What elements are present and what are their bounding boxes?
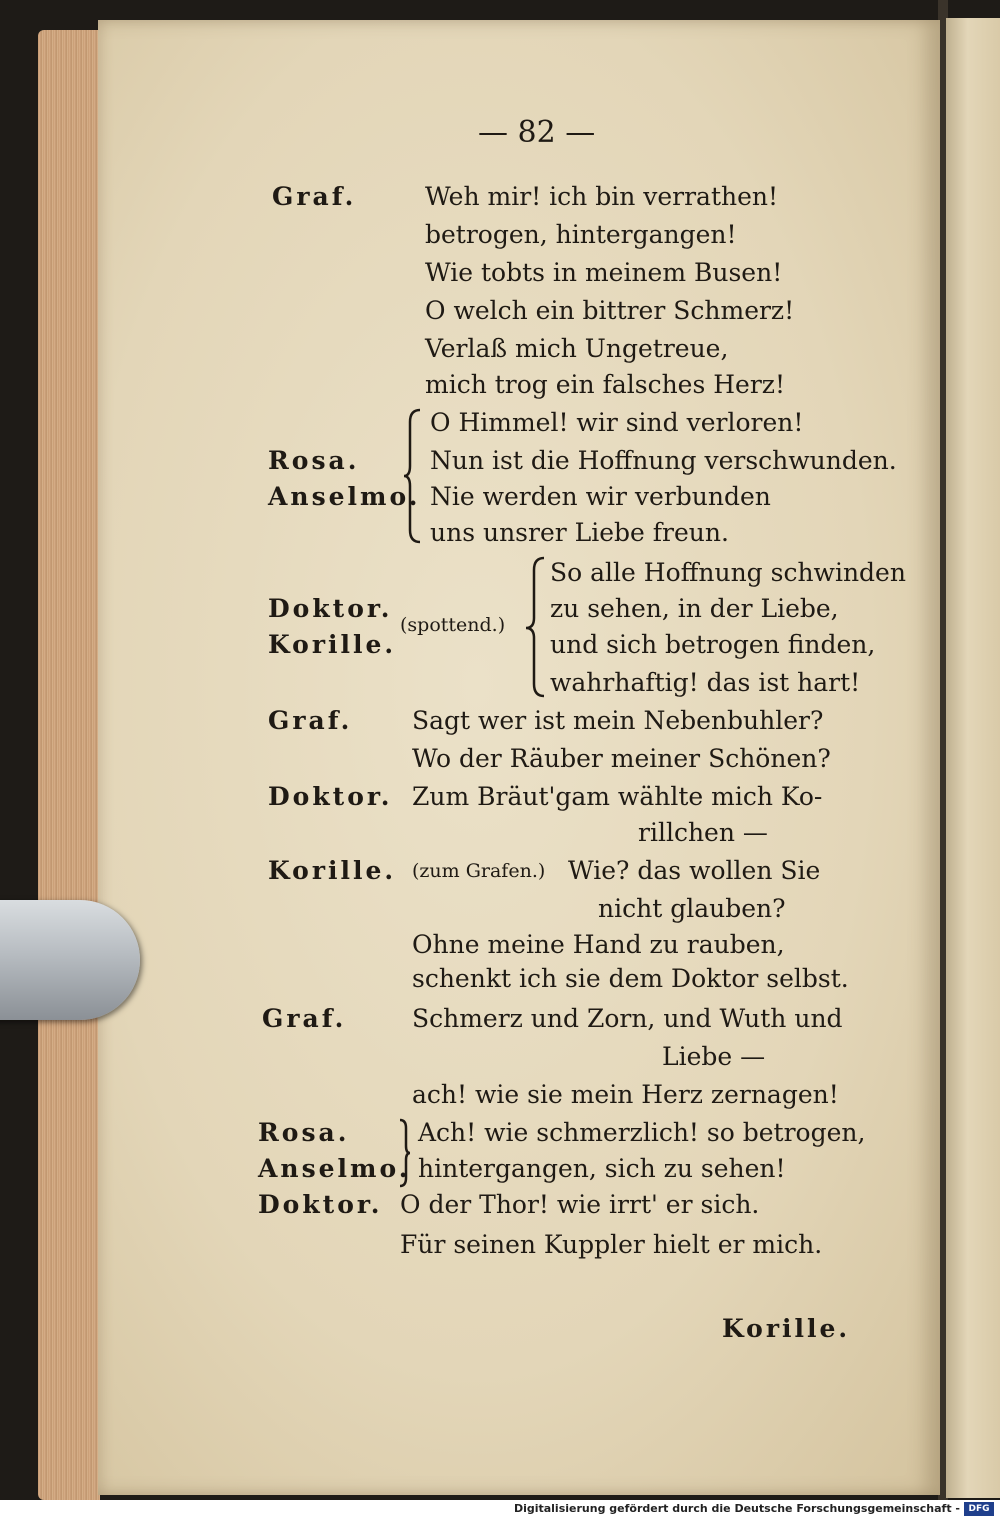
brace-rosa-anselmo bbox=[404, 408, 424, 544]
catchword: Korille. bbox=[722, 1314, 851, 1343]
stage-direction: (spottend.) bbox=[400, 614, 506, 636]
page-clip bbox=[0, 900, 140, 1020]
speaker-doktor: Doktor. bbox=[268, 594, 393, 623]
verse-line: Schmerz und Zorn, und Wuth und bbox=[412, 1004, 843, 1033]
facing-page-edge bbox=[946, 18, 1000, 1498]
speaker-korille: Korille. bbox=[268, 630, 397, 659]
speaker-rosa: Rosa. bbox=[268, 446, 360, 475]
verse-line: uns unsrer Liebe freun. bbox=[430, 518, 729, 547]
verse-line: betrogen, hintergangen! bbox=[425, 220, 737, 249]
verse-line: Wie tobts in meinem Busen! bbox=[425, 258, 783, 287]
speaker-korille: Korille. bbox=[268, 856, 397, 885]
verse-line: O welch ein bittrer Schmerz! bbox=[425, 296, 795, 325]
speaker-doktor: Doktor. bbox=[258, 1190, 383, 1219]
verse-line: Ohne meine Hand zu rauben, bbox=[412, 930, 785, 959]
speaker-graf: Graf. bbox=[272, 182, 357, 211]
verse-line: schenkt ich sie dem Doktor selbst. bbox=[412, 964, 849, 993]
verse-line: Nun ist die Hoffnung verschwunden. bbox=[430, 446, 897, 475]
speaker-graf: Graf. bbox=[268, 706, 353, 735]
verse-line: Liebe — bbox=[662, 1042, 766, 1071]
verse-line: So alle Hoffnung schwinden bbox=[550, 558, 906, 587]
book-page-edges bbox=[38, 30, 100, 1500]
speaker-doktor: Doktor. bbox=[268, 782, 393, 811]
verse-line: O Himmel! wir sind verloren! bbox=[430, 408, 804, 437]
verse-line: zu sehen, in der Liebe, bbox=[550, 594, 839, 623]
speaker-anselmo: Anselmo. bbox=[268, 482, 421, 511]
verse-line: wahrhaftig! das ist hart! bbox=[550, 668, 861, 697]
verse-line: Für seinen Kuppler hielt er mich. bbox=[400, 1230, 823, 1259]
verse-line: Nie werden wir verbunden bbox=[430, 482, 771, 511]
brace-doktor-korille bbox=[526, 556, 548, 698]
verse-line: Wo der Räuber meiner Schönen? bbox=[412, 744, 831, 773]
verse-line: ach! wie sie mein Herz zernagen! bbox=[412, 1080, 839, 1109]
speaker-anselmo: Anselmo. bbox=[258, 1154, 411, 1183]
stage-direction: (zum Grafen.) bbox=[412, 860, 546, 882]
verse-line: Ach! wie schmerzlich! so betrogen, bbox=[418, 1118, 866, 1147]
verse-line: hintergangen, sich zu sehen! bbox=[418, 1154, 786, 1183]
verse-line: Sagt wer ist mein Nebenbuhler? bbox=[412, 706, 824, 735]
verse-line: Zum Bräut'gam wählte mich Ko- bbox=[412, 782, 823, 811]
verse-line: O der Thor! wie irrt' er sich. bbox=[400, 1190, 760, 1219]
dfg-logo: DFG bbox=[964, 1502, 994, 1516]
verse-line: Verlaß mich Ungetreue, bbox=[425, 334, 729, 363]
speaker-graf: Graf. bbox=[262, 1004, 347, 1033]
verse-line: Wie? das wollen Sie bbox=[568, 856, 821, 885]
verse-line: rillchen — bbox=[638, 818, 768, 847]
verse-line: und sich betrogen finden, bbox=[550, 630, 876, 659]
footer-credit: Digitalisierung gefördert durch die Deutsche Forschungsgemeinschaft - bbox=[513, 1502, 960, 1515]
verse-line: mich trog ein falsches Herz! bbox=[425, 370, 786, 399]
speaker-rosa: Rosa. bbox=[258, 1118, 350, 1147]
page-number: — 82 — bbox=[478, 115, 596, 150]
verse-line: Weh mir! ich bin verrathen! bbox=[425, 182, 779, 211]
verse-line: nicht glauben? bbox=[598, 894, 786, 923]
